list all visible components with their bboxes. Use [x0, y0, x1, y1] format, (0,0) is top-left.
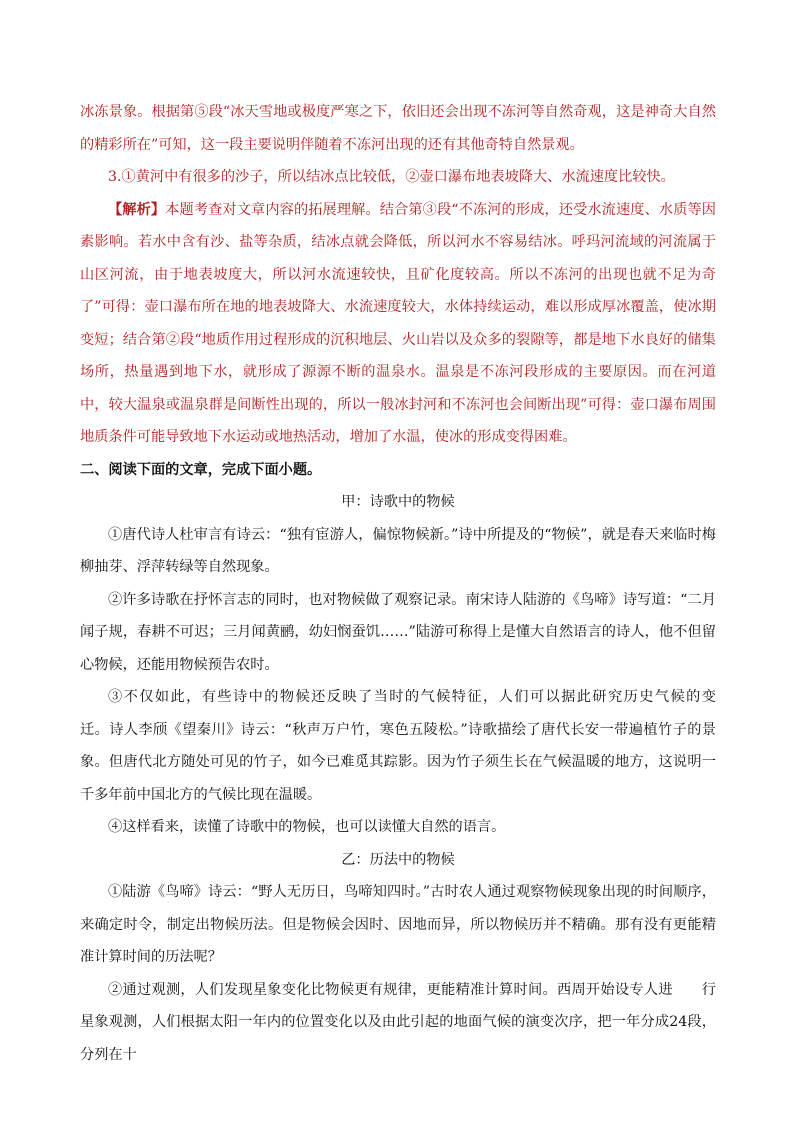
answer-continuation: 冰冻景象。根据第⑤段“冰天雪地或极度严寒之下，依旧还会出现不冻河等自然奇观，这是神奇大自然的精彩所在”可知，这一段主要说明伴随着不冻河出现的还有其他奇特自然景观。 [80, 104, 716, 153]
article-a-title: 甲：诗歌中的物候 [341, 494, 455, 510]
analysis-paragraph [80, 194, 716, 454]
article-a-paragraph-1: ①唐代诗人杜审言有诗云：“独有宦游人，偏惊物候新。”诗中所提及的“物候”，就是春天来临时梅柳抽芽、浮萍转绿等自然现象。 [80, 526, 716, 575]
answer-3: 3.①黄河中有很多的沙子，所以结冰点比较低，②壶口瀑布地表坡降大、水流速度比较快。 [108, 169, 675, 185]
article-b-paragraph-1: ①陆游《鸟啼》诗云：“野人无历日，鸟啼知四时。”古时农人通过观察物候现象出现的时间顺序，来确定时令，制定出物候历法。但是物候会因时、因地而异，所以物候历并不精确。那有没有更能精准计算时间的历法呢？ [80, 884, 716, 965]
article-a-paragraph-3: ③不仅如此，有些诗中的物候还反映了当时的气候特征，人们可以据此研究历史气候的变 迁。诗人李颀《望秦川》诗云：“秋声万户竹，寒色五陵松。”诗歌描绘了唐代长安一带遍植竹子的景象。但唐代北方随处可见的竹子，如今已难觅其踪影。因为竹子须生长在气候温暖的地方，这说明一千多年前中国北方的气候比现在温暖。 [80, 689, 745, 803]
article-a-paragraph-2: ②许多诗歌在抒怀言志的同时，也对物候做了观察记录。南宋诗人陆游的《鸟啼》诗写道：“二月闻子规，春耕不可迟；三月闻黄鹂，幼妇悯蚕饥……”陆游可称得上是懂大自然语言的诗人，他不但留心物候，还能用物候预告农时。 [80, 591, 716, 673]
document-page [80, 96, 745, 1071]
section-heading: 二、阅读下面的文章，完成下面小题。 [80, 461, 322, 478]
article-b-paragraph-2: ②通过观测，人们发现星象变化比物候更有规律，更能精准计算时间。西周开始设专人进 行星象观测，人们根据太阳一年内的位置变化以及由此引起的地面气候的演变次序，把一年分成24段，分列在十 [80, 981, 716, 1063]
analysis-tag: 【解析】 [108, 201, 166, 218]
analysis-text: 本题考查对文章内容的拓展理解。结合第③段“不冻河的形成，还受水流速度、水质等因素影响。若水中含有沙、盐等杂质，结冰点就会降低，所以河水不容易结冰。呼玛河流域的河流属于山区河流，由于地表坡度大，所以河水流速较快，且矿化度较高。所以不冻河的出现也就不足为奇了”可得：壶口瀑布所在地的地表坡降大、水流速度较大，水体持续运动，难以形成厚冰覆盖，使冰期变短；结合第②段“地质作用过程形成的沉积地层、火山岩以及众多的裂隙等，都是地下水良好的储集场所，热量遇到地下水，就形成了源源不断的温泉水。温泉是不冻河段形成的主要原因。而在河道中，较大温泉或温泉群是间断性出现的，所以一般冰封河和不冻河也会间断出现”可得：壶口瀑布周围地质条件可能导致地下水运动或地热活动，增加了水温，使冰的形成变得困难。 [80, 201, 716, 445]
article-b-title: 乙：历法中的物候 [341, 851, 455, 868]
article-a-paragraph-4: ④这样看来，读懂了诗歌中的物候，也可以读懂大自然的语言。 [108, 819, 506, 835]
